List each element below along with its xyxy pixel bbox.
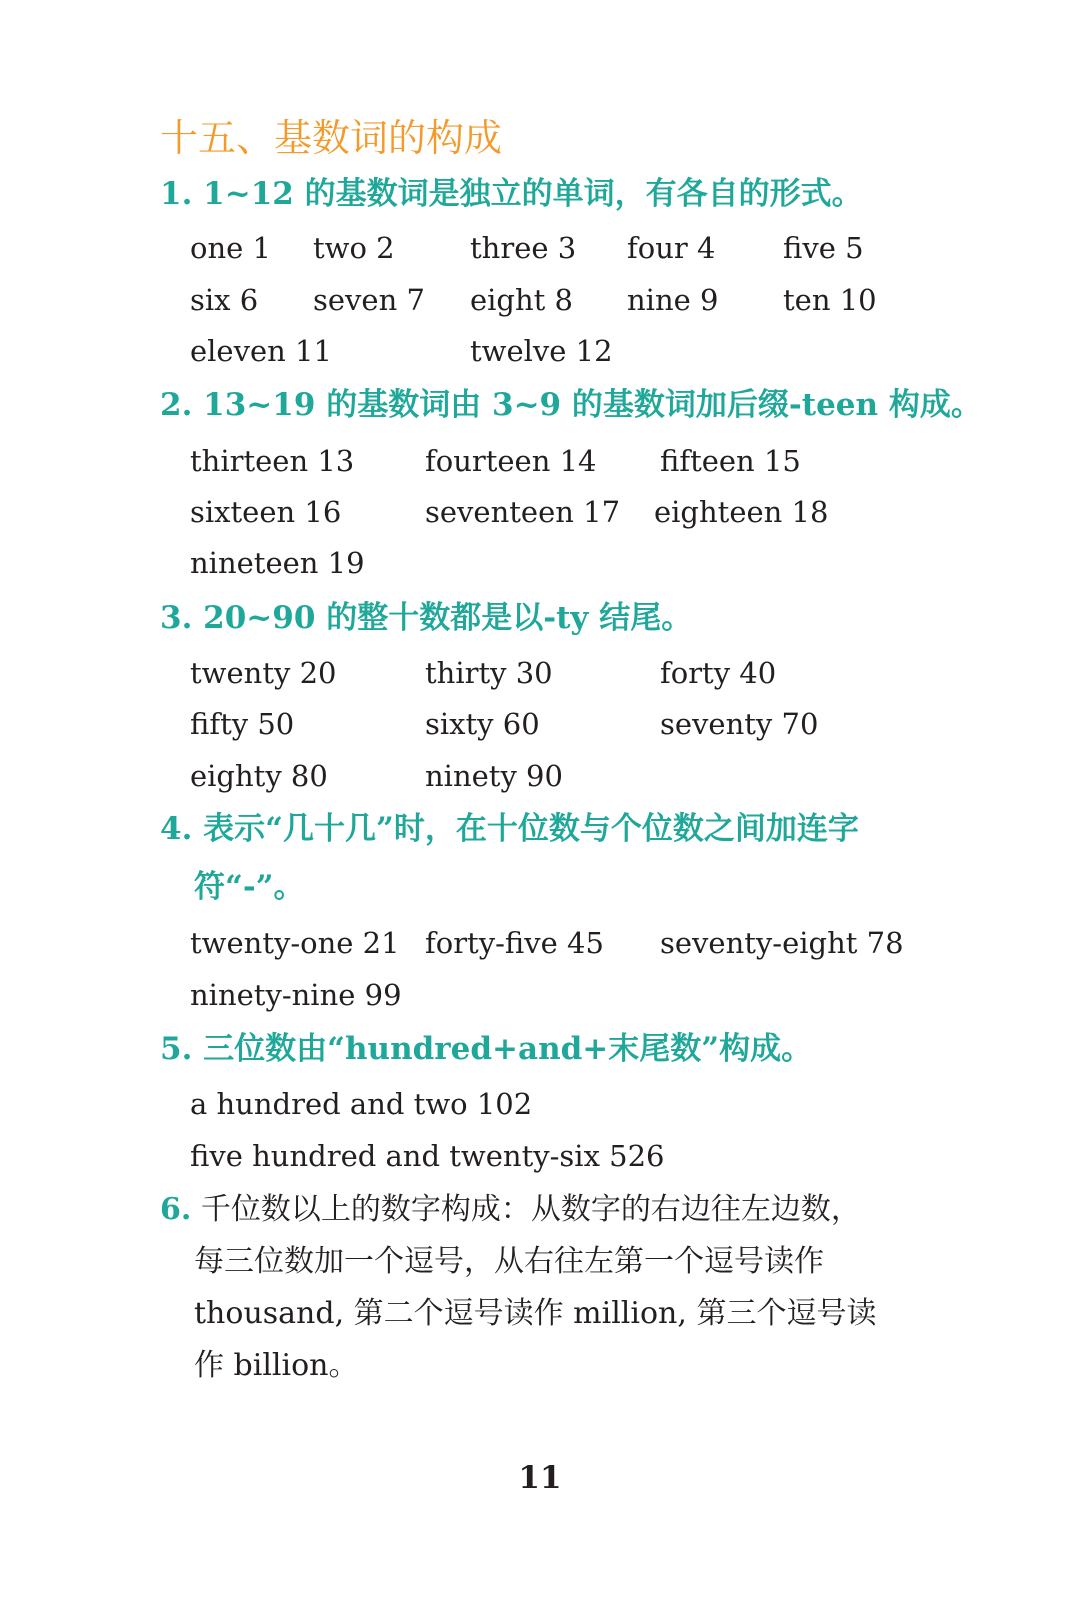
word-sixty: sixty 60 bbox=[425, 707, 540, 741]
word-ninety: ninety 90 bbox=[425, 759, 563, 793]
word-five-hundred-twenty-six: five hundred and twenty-six 526 bbox=[190, 1139, 665, 1173]
paragraph-6-text-1: 千位数以上的数字构成：从数字的右边往左边数， bbox=[200, 1192, 861, 1227]
word-one: one 1 bbox=[190, 231, 271, 265]
word-forty-five: forty-five 45 bbox=[425, 926, 604, 960]
word-twelve: twelve 12 bbox=[470, 334, 613, 368]
word-eighty: eighty 80 bbox=[190, 759, 328, 793]
word-fifteen: fifteen 15 bbox=[660, 444, 801, 478]
word-thirteen: thirteen 13 bbox=[190, 444, 355, 478]
word-one-hundred-two: a hundred and two 102 bbox=[190, 1087, 533, 1121]
word-seventy: seventy 70 bbox=[660, 707, 819, 741]
paragraph-6-line-1 bbox=[160, 1184, 920, 1236]
word-seventeen: seventeen 17 bbox=[425, 495, 621, 529]
heading-3: 3. 20~90 的整十数都是以-ty 结尾。 bbox=[160, 600, 693, 636]
section-title: 十五、基数词的构成 bbox=[160, 116, 503, 160]
word-five: five 5 bbox=[783, 231, 864, 265]
word-four: four 4 bbox=[627, 231, 716, 265]
word-six: six 6 bbox=[190, 283, 259, 317]
word-twenty: twenty 20 bbox=[190, 656, 337, 690]
word-seven: seven 7 bbox=[313, 283, 425, 317]
page-number: 11 bbox=[518, 1460, 562, 1496]
word-two: two 2 bbox=[313, 231, 395, 265]
word-eighteen: eighteen 18 bbox=[654, 495, 829, 529]
heading-2: 2. 13~19 的基数词由 3~9 的基数词加后缀-teen 构成。 bbox=[160, 387, 982, 423]
word-three: three 3 bbox=[470, 231, 577, 265]
word-thirty: thirty 30 bbox=[425, 656, 553, 690]
word-eight: eight 8 bbox=[470, 283, 574, 317]
word-eleven: eleven 11 bbox=[190, 334, 332, 368]
word-fifty: fifty 50 bbox=[190, 707, 295, 741]
word-nineteen: nineteen 19 bbox=[190, 546, 365, 580]
heading-4-line-2: 符“-”。 bbox=[194, 869, 305, 905]
word-twenty-one: twenty-one 21 bbox=[190, 926, 400, 960]
word-seventy-eight: seventy-eight 78 bbox=[660, 926, 904, 960]
word-nine: nine 9 bbox=[627, 283, 719, 317]
heading-5: 5. 三位数由“hundred+and+末尾数”构成。 bbox=[160, 1031, 813, 1067]
paragraph-6-line-4: 作 billion。 bbox=[194, 1348, 359, 1383]
paragraph-6-line-2: 每三位数加一个逗号，从右往左第一个逗号读作 bbox=[194, 1244, 824, 1279]
word-ninety-nine: ninety-nine 99 bbox=[190, 978, 402, 1012]
word-fourteen: fourteen 14 bbox=[425, 444, 597, 478]
word-ten: ten 10 bbox=[783, 283, 877, 317]
word-forty: forty 40 bbox=[660, 656, 777, 690]
word-sixteen: sixteen 16 bbox=[190, 495, 342, 529]
heading-4-line-1: 4. 表示“几十几”时，在十位数与个位数之间加连字 bbox=[160, 811, 859, 847]
heading-1: 1. 1~12 的基数词是独立的单词，有各自的形式。 bbox=[160, 176, 863, 212]
paragraph-6-line-3: thousand, 第二个逗号读作 million, 第三个逗号读 bbox=[194, 1296, 877, 1331]
paragraph-6 bbox=[160, 1184, 920, 1392]
paragraph-6-number: 6. bbox=[160, 1192, 192, 1227]
heading-4 bbox=[160, 800, 920, 916]
